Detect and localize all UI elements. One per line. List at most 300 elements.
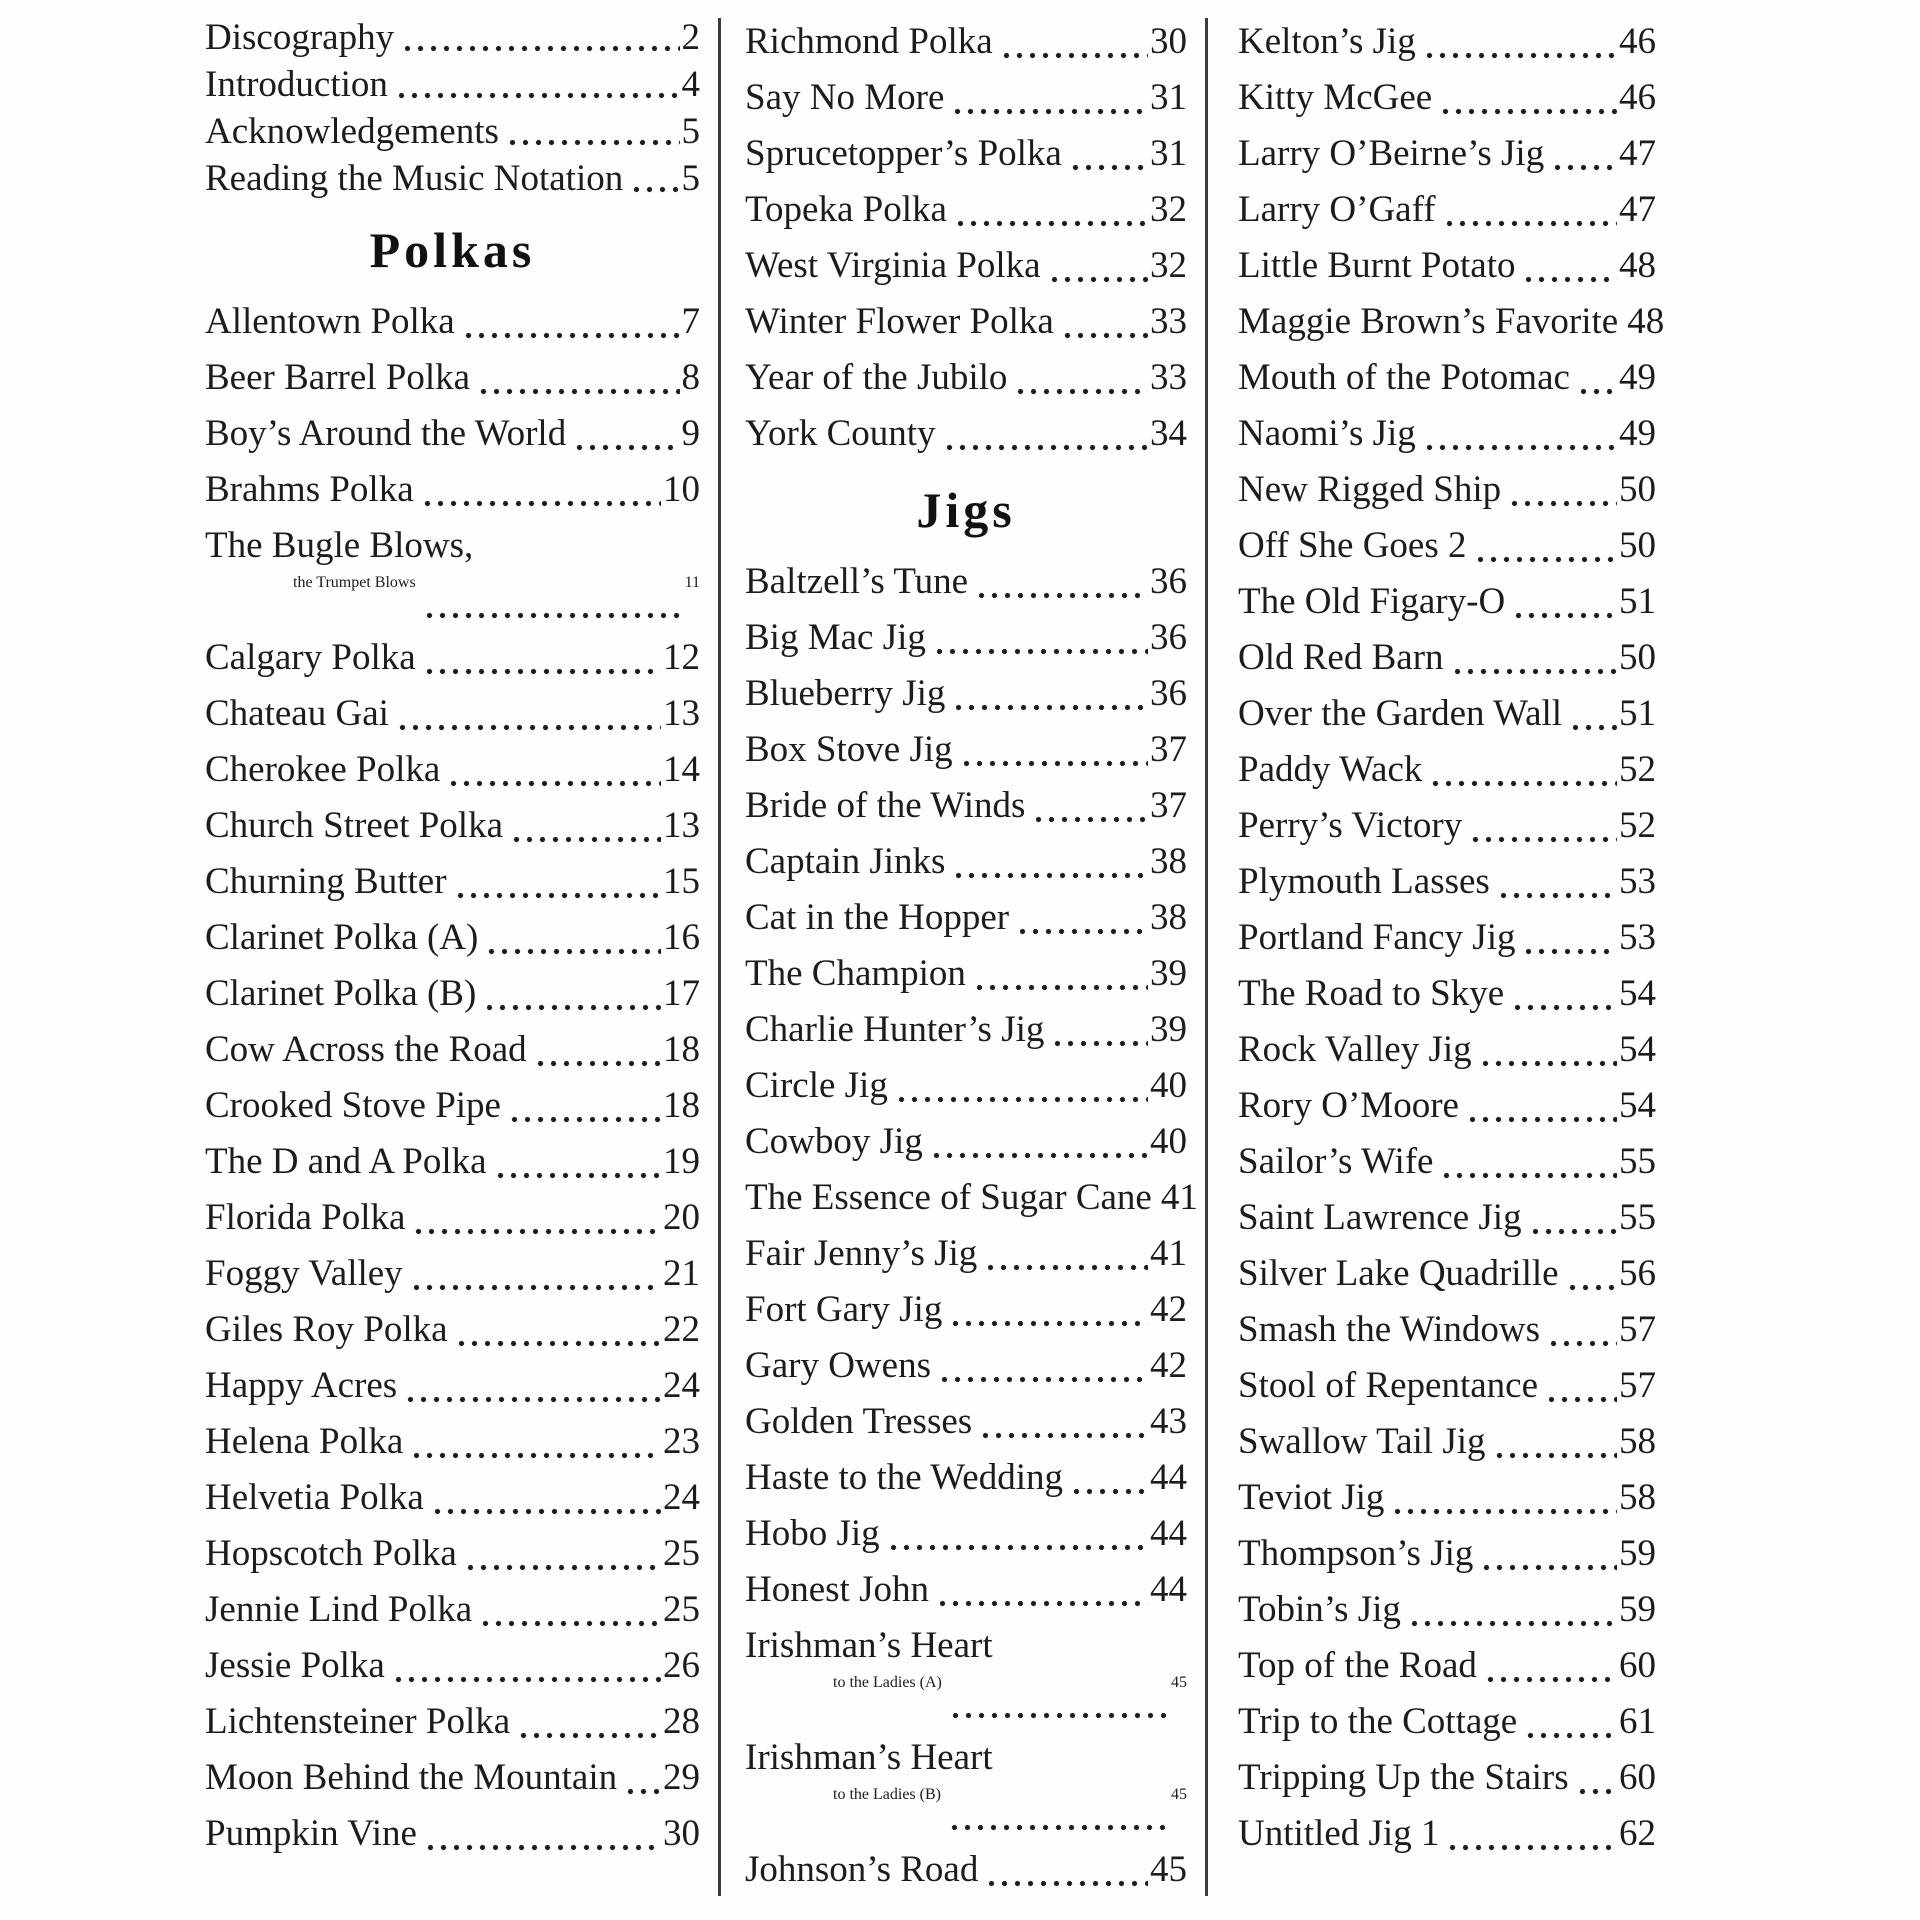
toc-entry-page: 14 [663,749,700,790]
toc-entry-title: Johnson’s Road [745,1849,979,1890]
toc-entry-title: Captain Jinks [745,841,946,882]
column-divider-2 [1205,18,1208,1896]
toc-entry [745,554,1187,610]
toc-entry-page: 18 [663,1029,700,1070]
toc-entry [1238,238,1656,294]
toc-entry-page: 29 [663,1757,700,1798]
dot-leader [979,1394,1148,1450]
toc-entry-page: 37 [1150,785,1187,826]
dot-leader [1000,14,1148,70]
dot-leader [1474,518,1618,574]
toc-entry-page: 44 [1150,1457,1187,1498]
dot-leader [423,630,661,686]
toc-entry-page: 48 [1619,245,1656,286]
dot-leader [985,1842,1148,1898]
toc-entry-title: Teviot Jig [1238,1477,1385,1518]
dot-leader [1391,1470,1617,1526]
toc-entry [745,834,1187,890]
toc-entry-title: Smash the Windows [1238,1309,1541,1350]
dot-leader [1061,294,1148,350]
toc-entry-page: 45 [1171,1786,1187,1803]
toc-entry-title: York County [745,413,936,454]
toc-entry [205,1022,700,1078]
dot-leader [479,1582,661,1638]
toc-entry-page: 9 [681,413,700,454]
toc-entry [745,70,1187,126]
toc-entry-title: Winter Flower Polka [745,301,1054,342]
toc-entry [1238,854,1656,910]
dot-leader [949,1282,1148,1338]
toc-entry-title: The Champion [745,953,966,994]
toc-entry-title: Plymouth Lasses [1238,861,1490,902]
toc-entry-page: 25 [663,1589,700,1630]
toc-entry [205,1078,700,1134]
toc-entry [205,61,700,108]
toc-entry-page: 19 [663,1141,700,1182]
toc-entry-page: 45 [1150,1849,1187,1890]
toc-entry-page: 22 [663,1309,700,1350]
toc-entry-title: Mouth of the Potomac [1238,357,1570,398]
dot-leader [477,350,679,406]
dot-leader [1048,238,1148,294]
dot-leader [1466,1078,1617,1134]
toc-entry [205,854,700,910]
toc-entry-page: 46 [1619,21,1656,62]
toc-entry-continuation [205,574,700,630]
toc-entry-page: 60 [1619,1645,1656,1686]
toc-entry-page: 33 [1150,357,1187,398]
toc-entry-page: 24 [663,1477,700,1518]
section-heading-polkas: Polkas [369,222,536,278]
dot-leader [396,686,661,742]
toc-entry-page: 32 [1150,189,1187,230]
toc-entry-page: 48 [1627,301,1665,342]
toc-entry-page: 25 [663,1533,700,1574]
dot-leader [1423,14,1617,70]
toc-entry [1238,630,1656,686]
dot-leader [975,554,1148,610]
dot-leader [1511,966,1617,1022]
toc-entry [205,1414,700,1470]
toc-entry-title: Honest John [745,1569,929,1610]
toc-column-3 [1238,14,1665,1920]
toc-entry [1238,518,1656,574]
toc-entry-title: Circle Jig [745,1065,888,1106]
toc-entry-title: Big Mac Jig [745,617,926,658]
dot-leader [1493,1414,1617,1470]
toc-entry-page: 55 [1619,1197,1656,1238]
toc-entry-title: Rock Valley Jig [1238,1029,1472,1070]
toc-entry-title: Bride of the Winds [745,785,1026,826]
dot-leader [1469,798,1617,854]
toc-entry [1238,1414,1656,1470]
dot-leader [1423,406,1617,462]
toc-entry-continuation [745,1786,1187,1842]
toc-entry [745,294,1187,350]
toc-entry-title: Maggie Brown’s Favorite [1238,301,1619,342]
dot-leader [392,1638,661,1694]
toc-column-1 [205,14,700,1920]
toc-entry-page: 51 [1619,581,1656,622]
dot-leader [1014,350,1148,406]
toc-entry-title: Old Red Barn [1238,637,1444,678]
dot-leader [506,108,680,155]
toc-entry-title: Beer Barrel Polka [205,357,471,398]
section-heading-jigs: Jigs [916,482,1016,538]
toc-entry-title: Cat in the Hopper [745,897,1010,938]
toc-entry-page: 31 [1150,133,1187,174]
toc-entry [745,1618,1187,1730]
toc-entry-title: Tobin’s Jig [1238,1589,1401,1630]
toc-entry [1238,1638,1656,1694]
toc-entry [205,1246,700,1302]
toc-entry-page: 41 [1150,1233,1187,1274]
toc-entry-title: Richmond Polka [745,21,993,62]
dot-leader [1070,1450,1148,1506]
toc-entry-page: 53 [1619,917,1656,958]
dot-leader [410,1246,661,1302]
toc-entry-title: Boy’s Around the World [205,413,567,454]
dot-leader [954,182,1148,238]
toc-entry-page: 52 [1619,749,1656,790]
toc-entry-title: Haste to the Wedding [745,1457,1063,1498]
toc-entry-title: Rory O’Moore [1238,1085,1459,1126]
toc-entry [745,126,1187,182]
toc-entry-page: 54 [1619,1085,1656,1126]
toc-entry [745,1058,1187,1114]
toc-entry-page: 58 [1619,1421,1656,1462]
dot-leader [485,910,661,966]
dot-leader [517,1694,661,1750]
toc-entry [1238,1806,1656,1862]
toc-entry-title: The Essence of Sugar Cane [745,1177,1152,1218]
dot-leader [431,1470,661,1526]
dot-leader [421,462,661,518]
toc-entry-continuation [745,1674,1187,1730]
toc-entry-page: 21 [663,1253,700,1294]
dot-leader [895,1058,1148,1114]
toc-entry [1238,1750,1656,1806]
toc-entry-title: Naomi’s Jig [1238,413,1416,454]
toc-entry-page: 59 [1619,1589,1656,1630]
toc-entry-page: 42 [1150,1289,1187,1330]
toc-entry-title: Allentown Polka [205,301,455,342]
dot-leader [952,666,1148,722]
toc-entry [205,1582,700,1638]
toc-entry-page: 51 [1619,693,1656,734]
toc-entry-page: 39 [1150,1009,1187,1050]
toc-entry [205,1694,700,1750]
toc-entry-title: Giles Roy Polka [205,1309,448,1350]
toc-entry [1238,294,1665,350]
toc-entry [205,1302,700,1358]
toc-entry [205,462,700,518]
toc-entry [205,1806,700,1862]
toc-entry [1238,1526,1656,1582]
toc-entry-page: 39 [1150,953,1187,994]
toc-entry-page: 7 [681,301,700,342]
toc-entry-page: 40 [1150,1065,1187,1106]
dot-leader [1069,126,1148,182]
toc-entry-title: The Bugle Blows, [205,525,474,566]
toc-entry [745,1506,1187,1562]
toc-entry-page: 36 [1150,617,1187,658]
toc-entry-title: Topeka Polka [745,189,947,230]
toc-entry-page: 16 [663,917,700,958]
toc-entry-title: Cow Across the Road [205,1029,527,1070]
toc-entry [745,182,1187,238]
toc-entry-page: 61 [1619,1701,1656,1742]
toc-entry-title: Hopscotch Polka [205,1533,457,1574]
toc-entry [205,108,700,155]
toc-entry [745,406,1187,462]
toc-entry-title: Helena Polka [205,1421,404,1462]
toc-entry-page: 49 [1619,413,1656,454]
toc-entry-page: 50 [1619,469,1656,510]
toc-entry-page: 26 [663,1645,700,1686]
dot-leader [1484,1638,1617,1694]
toc-entry [205,1638,700,1694]
toc-entry-page: 30 [663,1813,700,1854]
toc-entry-title: Perry’s Victory [1238,805,1463,846]
dot-leader [1479,1022,1617,1078]
toc-entry [205,686,700,742]
toc-entry-page: 38 [1150,841,1187,882]
toc-entry-title: Over the Garden Wall [1238,693,1563,734]
toc-entry-page: 58 [1619,1477,1656,1518]
toc-entry [205,1470,700,1526]
toc-entry-page: 5 [681,158,700,199]
toc-entry-page: 34 [1150,413,1187,454]
dot-leader [1547,1302,1617,1358]
toc-entry-page: 36 [1150,673,1187,714]
dot-leader [1408,1582,1617,1638]
toc-entry [205,406,700,462]
dot-leader [508,1078,661,1134]
dot-leader [952,834,1148,890]
toc-entry-title-cont: to the Ladies (B) [833,1786,941,1803]
dot-leader [1440,1134,1617,1190]
toc-entry [1238,910,1656,966]
toc-entry [205,1134,700,1190]
toc-entry [1238,1358,1656,1414]
dot-leader [1451,630,1617,686]
toc-entry-page: 10 [663,469,700,510]
toc-entry-title: Cherokee Polka [205,749,441,790]
dot-leader [1446,1806,1617,1862]
toc-entry-page: 54 [1619,973,1656,1014]
toc-entry [1238,742,1656,798]
dot-leader [494,1134,661,1190]
toc-entry [745,1170,1198,1226]
toc-entry [1238,1190,1656,1246]
toc-entry-title: Crooked Stove Pipe [205,1085,501,1126]
toc-entry-page: 62 [1619,1813,1656,1854]
toc-entry-title: Jennie Lind Polka [205,1589,473,1630]
toc-entry [205,1358,700,1414]
dot-leader [1439,70,1617,126]
toc-entry [1238,182,1656,238]
toc-entry-title: New Rigged Ship [1238,469,1502,510]
toc-entry-group [205,14,700,202]
dot-leader [1524,1694,1617,1750]
toc-entry [205,1750,700,1806]
toc-entry-title: Lichtensteiner Polka [205,1701,511,1742]
dot-leader [447,742,661,798]
toc-entry-title: Portland Fancy Jig [1238,917,1516,958]
dot-leader [1576,1750,1617,1806]
toc-entry [745,1730,1187,1842]
toc-entry [1238,1134,1656,1190]
toc-entry [1238,1022,1656,1078]
toc-entry [745,778,1187,834]
toc-entry [745,722,1187,778]
toc-entry-page: 46 [1619,77,1656,118]
dot-leader [951,70,1148,126]
toc-entry-title: Brahms Polka [205,469,414,510]
toc-entry-title: Happy Acres [205,1365,398,1406]
dot-leader [887,1506,1148,1562]
dot-leader [510,798,661,854]
toc-entry-page: 8 [681,357,700,398]
column-divider-1 [718,18,721,1896]
toc-entry [205,910,700,966]
toc-entry [1238,686,1656,742]
toc-entry-title: Fair Jenny’s Jig [745,1233,978,1274]
toc-entry-page: 17 [663,973,700,1014]
dot-leader [395,61,680,108]
toc-entry-title: Jessie Polka [205,1645,385,1686]
toc-entry-page: 47 [1619,189,1656,230]
toc-entry-page: 59 [1619,1533,1656,1574]
toc-entry-page: 13 [663,805,700,846]
toc-entry [1238,1470,1656,1526]
toc-entry [205,294,700,350]
toc-entry-title: Sailor’s Wife [1238,1141,1434,1182]
toc-entry-title: Untitled Jig 1 [1238,1813,1440,1854]
toc-entry-page: 45 [1171,1674,1187,1691]
dot-leader [1051,1002,1148,1058]
toc-entry-title: Little Burnt Potato [1238,245,1516,286]
toc-entry [745,666,1187,722]
toc-entry-title: Fort Gary Jig [745,1289,943,1330]
toc-entry-title: Reading the Music Notation [205,158,624,199]
toc-entry-title: Kitty McGee [1238,77,1433,118]
toc-entry-title: The Road to Skye [1238,973,1505,1014]
toc-entry-title: Stool of Repentance [1238,1365,1539,1406]
dot-leader [984,1226,1148,1282]
toc-entry [205,1190,700,1246]
toc-entry-page: 28 [663,1701,700,1742]
dot-leader [1569,686,1617,742]
toc-entry-page: 52 [1619,805,1656,846]
toc-entry [205,14,700,61]
toc-entry-page: 5 [681,111,700,152]
toc-entry [745,1450,1187,1506]
dot-leader [943,406,1148,462]
dot-leader [455,1302,661,1358]
dot-leader [624,1750,661,1806]
dot-leader [960,722,1148,778]
toc-entry-title: Moon Behind the Mountain [205,1757,618,1798]
toc-entry-title: Say No More [745,77,945,118]
toc-entry-group [745,554,1198,1898]
dot-leader [404,1358,661,1414]
toc-entry-page: 47 [1619,133,1656,174]
toc-entry-page: 37 [1150,729,1187,770]
toc-entry-title: The D and A Polka [205,1141,487,1182]
toc-entry [745,350,1187,406]
toc-entry-title: Box Stove Jig [745,729,953,770]
toc-entry-title: Silver Lake Quadrille [1238,1253,1559,1294]
dot-leader [1508,462,1617,518]
toc-entry [1238,1302,1656,1358]
toc-entry [1238,70,1656,126]
dot-leader [949,1674,1171,1730]
toc-entry-page: 41 [1160,1177,1198,1218]
toc-entry-title: Clarinet Polka (B) [205,973,477,1014]
toc-entry-page: 57 [1619,1309,1656,1350]
toc-entry-title-cont: to the Ladies (A) [833,1674,942,1691]
toc-entry-page: 55 [1619,1141,1656,1182]
toc-entry-title: Introduction [205,64,388,105]
toc-entry-page: 31 [1150,77,1187,118]
toc-entry-title: Thompson’s Jig [1238,1533,1474,1574]
toc-entry-title: Chateau Gai [205,693,389,734]
toc-entry-page: 44 [1150,1513,1187,1554]
toc-entry-page: 23 [663,1421,700,1462]
toc-entry-title-cont: the Trumpet Blows [293,574,416,591]
toc-entry-title: Foggy Valley [205,1253,403,1294]
toc-entry-title: Calgary Polka [205,637,416,678]
toc-entry-page: 43 [1150,1401,1187,1442]
toc-entry-title: Kelton’s Jig [1238,21,1416,62]
toc-entry-title: Saint Lawrence Jig [1238,1197,1522,1238]
dot-leader [1032,778,1148,834]
toc-entry [1238,1246,1656,1302]
toc-entry-title: Churning Butter [205,861,447,902]
toc-entry-title: Cowboy Jig [745,1121,923,1162]
toc-entry [1238,350,1656,406]
toc-column-2 [745,14,1198,1920]
toc-entry-page: 42 [1150,1345,1187,1386]
toc-entry-page: 49 [1619,357,1656,398]
toc-entry-page: 2 [681,17,700,58]
dot-leader [1545,1358,1617,1414]
toc-entry-page: 30 [1150,21,1187,62]
toc-entry [205,518,700,630]
toc-entry-title: Helvetia Polka [205,1477,424,1518]
toc-entry [745,1394,1187,1450]
toc-entry-page: 54 [1619,1029,1656,1070]
toc-entry [205,630,700,686]
toc-entry-title: Year of the Jubilo [745,357,1008,398]
toc-entry-title: Charlie Hunter’s Jig [745,1009,1045,1050]
toc-entry-group [205,294,700,1862]
toc-entry [745,946,1187,1002]
toc-entry-page: 50 [1619,637,1656,678]
dot-leader [630,155,679,202]
toc-entry-page: 4 [681,64,700,105]
toc-entry [1238,574,1656,630]
toc-entry [1238,1694,1656,1750]
dot-leader [933,610,1148,666]
toc-entry-title: Hobo Jig [745,1513,880,1554]
toc-entry-page: 36 [1150,561,1187,602]
toc-entry-title: Blueberry Jig [745,673,946,714]
toc-entry [205,742,700,798]
toc-entry [1238,462,1656,518]
